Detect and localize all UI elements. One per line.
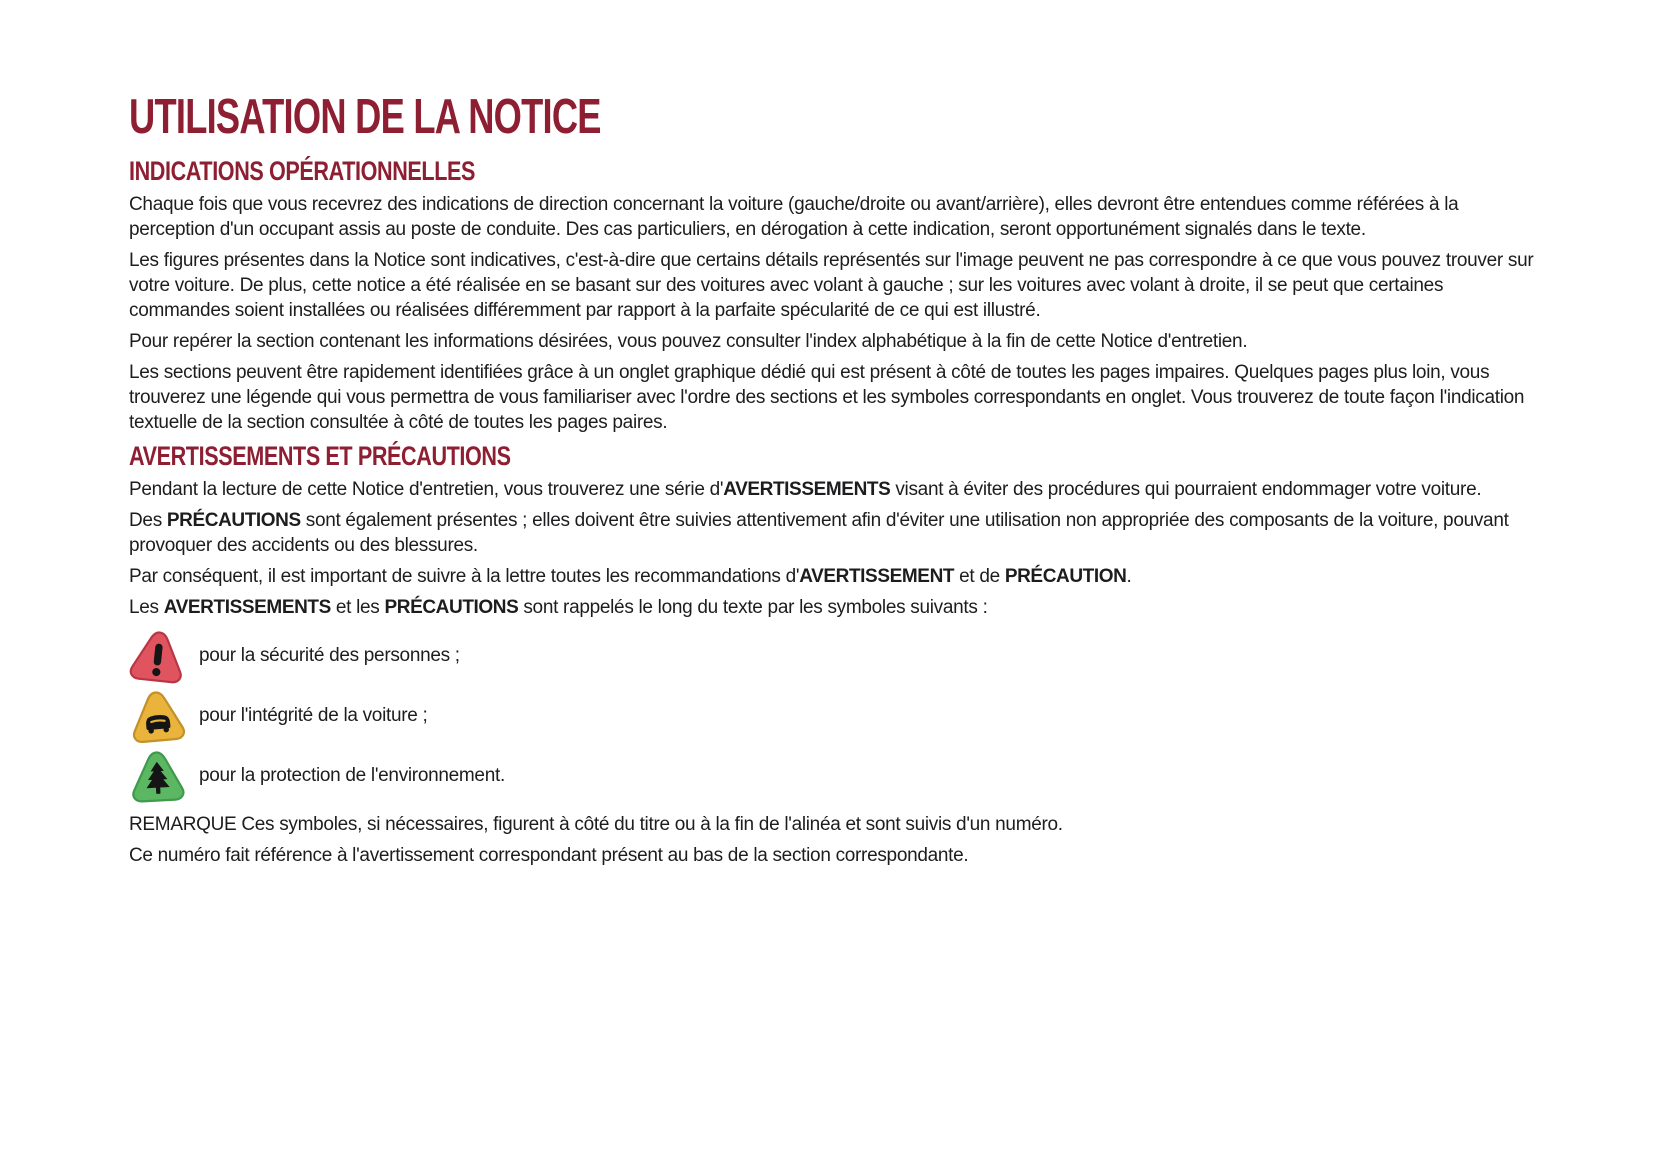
symbol-row-safety: [129, 626, 1535, 686]
section-avertissements-precautions: [129, 441, 1535, 868]
paragraph: Des PRÉCAUTIONS sont également présentes ; elles doivent être suivies attentivement afin d'éviter une utilisation non appropriée des composants de la voiture, pouvant provoquer des accidents ou des blessures.: [129, 510, 1509, 556]
paragraph: Pour repérer la section contenant les informations désirées, vous pouvez consulter l'index alphabétique à la fin de cette Notice d'entretien.: [129, 331, 1248, 352]
remark-paragraph: REMARQUE Ces symboles, si nécessaires, figurent à côté du titre ou à la fin de l'alinéa et sont suivis d'un numéro.: [129, 814, 1063, 835]
paragraph: Chaque fois que vous recevrez des indications de direction concernant la voiture (gauche/droite ou avant/arrière), elles devront être entendues comme référées à la perception d'un occupant assis au poste de conduite. Des cas particuliers, en dérogation à cette indication, seront opportunément signalés dans le texte.: [129, 194, 1459, 240]
symbol-row-environment: [129, 746, 1535, 806]
notes-block: [129, 812, 1535, 868]
paragraph: Par conséquent, il est important de suivre à la lettre toutes les recommandations d'AVERTISSEMENT et de PRÉCAUTION.: [129, 566, 1132, 587]
paragraph: Pendant la lecture de cette Notice d'entretien, vous trouverez une série d'AVERTISSEMENTS visant à éviter des procédures qui pourraient endommager votre voiture.: [129, 479, 1482, 500]
remark-paragraph: Ce numéro fait référence à l'avertissement correspondant présent au bas de la section correspondante.: [129, 845, 969, 866]
symbol-label: pour la protection de l'environnement.: [199, 765, 505, 786]
section-indications-operationnelles: [129, 156, 1535, 435]
paragraph: Les AVERTISSEMENTS et les PRÉCAUTIONS sont rappelés le long du texte par les symboles suivants :: [129, 597, 988, 618]
paragraph: Les sections peuvent être rapidement identifiées grâce à un onglet graphique dédié qui est présent à côté de toutes les pages impaires. Quelques pages plus loin, vous trouverez une légende qui vous permettra de vous familiariser avec l'ordre des sections et les symboles correspondants en onglet. Vous trouverez de toute façon l'indication textuelle de la section consultée à côté de toutes les pages paires.: [129, 362, 1525, 433]
page-title: UTILISATION DE LA NOTICE: [129, 90, 601, 144]
symbol-label: pour la sécurité des personnes ;: [199, 645, 460, 666]
indications-heading: INDICATIONS OPÉRATIONNELLES: [129, 156, 476, 186]
symbol-label: pour l'intégrité de la voiture ;: [199, 705, 428, 726]
environment-triangle-icon: [128, 746, 188, 806]
paragraph: Les figures présentes dans la Notice sont indicatives, c'est-à-dire que certains détails représentés sur l'image peuvent ne pas correspondre à ce que vous pouvez trouver sur votre voiture. De plus, cette notice a été réalisée en se basant sur des voitures avec volant à gauche ; sur les voitures avec volant à droite, il se peut que certaines commandes soient installées ou réalisées différemment par rapport à la parfaite spécularité de ce qui est illustré.: [129, 250, 1534, 321]
safety-warning-triangle-icon: [126, 625, 189, 688]
car-integrity-triangle-icon: [127, 685, 189, 747]
avertissements-heading: AVERTISSEMENTS ET PRÉCAUTIONS: [129, 441, 511, 471]
symbol-row-car-integrity: [129, 686, 1535, 746]
warning-symbol-legend: [129, 626, 1535, 806]
